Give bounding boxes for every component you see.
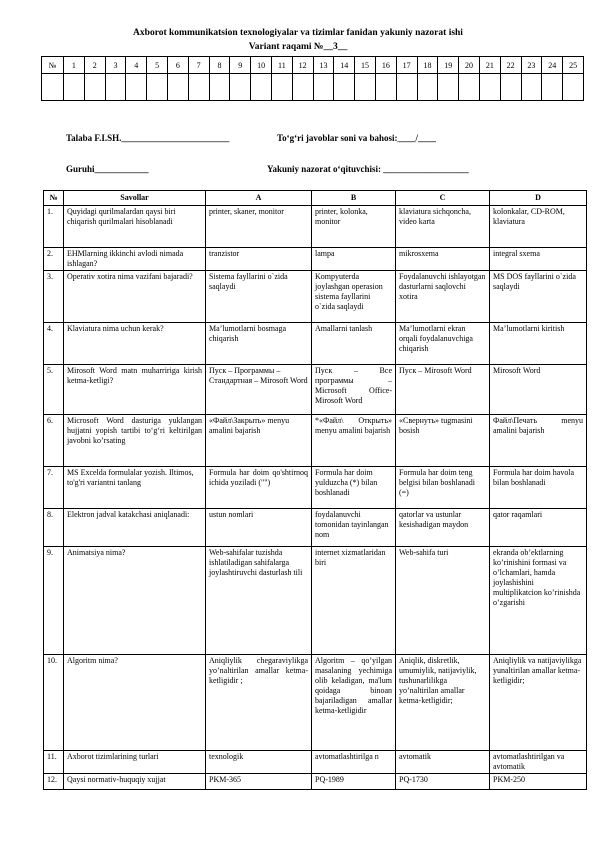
header-number: №: [44, 191, 64, 206]
question-number: 9.: [44, 547, 64, 655]
option-b: foydalanuvchi tomonidan tayinlangan nom: [312, 509, 396, 547]
option-d: Файл\Печать menyu amalini bajarish: [490, 415, 587, 467]
answer-grid-no-label: №: [42, 57, 64, 74]
option-a: printer, skaner, monitor: [206, 206, 312, 248]
table-row: [44, 467, 587, 509]
answer-cell[interactable]: [521, 74, 542, 101]
table-row: [44, 547, 587, 655]
question-number: 10.: [44, 655, 64, 751]
option-d: Ma’lumotlarni kiritish: [490, 323, 587, 365]
answer-grid-number: 18: [417, 57, 438, 74]
answer-cell[interactable]: [84, 74, 105, 101]
question-text: Algoritm nima?: [64, 655, 206, 751]
answer-grid-number: 12: [292, 57, 313, 74]
question-number: 6.: [44, 415, 64, 467]
answer-cell[interactable]: [479, 74, 500, 101]
option-a: Ma’lumotlarni bosmaga chiqarish: [206, 323, 312, 365]
option-d: avtomatlashtirilgan va avtomatik: [490, 751, 587, 774]
table-row: [44, 751, 587, 774]
option-d: qator raqamlari: [490, 509, 587, 547]
answer-grid-number: 17: [396, 57, 417, 74]
answer-cell[interactable]: [334, 74, 355, 101]
option-d: Mirosoft Word: [490, 365, 587, 415]
answer-grid-number: 10: [251, 57, 272, 74]
question-text: Axborot tizimlarining turlari: [64, 751, 206, 774]
option-b: PQ-1989: [312, 774, 396, 790]
option-b: Amallarni tanlash: [312, 323, 396, 365]
answer-grid-number: 19: [438, 57, 459, 74]
answer-grid-number: 6: [167, 57, 188, 74]
answer-cell[interactable]: [355, 74, 376, 101]
question-number: 3.: [44, 271, 64, 323]
answer-cell[interactable]: [126, 74, 147, 101]
answer-grid-number: 23: [521, 57, 542, 74]
option-d: Aniqliylik va natijaviylikga yunaltirilan amallar ketma-ketligidir;: [490, 655, 587, 751]
answer-grid-number: 15: [355, 57, 376, 74]
table-row: [44, 415, 587, 467]
option-c: «Свернуть» tugmasini bosish: [396, 415, 490, 467]
table-row: [44, 323, 587, 365]
option-a: Web-sahifalar tuzishda ishlatiladigan sahifalarga joylashtiruvchi dasturlash tili: [206, 547, 312, 655]
question-text: MS Excelda formulalar yozish. Iltimos, to'g'ri variantni tanlang: [64, 467, 206, 509]
question-text: Operativ xotira nima vazifani bajaradi?: [64, 271, 206, 323]
question-text: Elektron jadval katakchasi aniqlanadi:: [64, 509, 206, 547]
question-text: Microsoft Word dasturiga yuklangan hujjatni yopish tartibi to‘g‘ri keltirilgan javobni ko’rsating: [64, 415, 206, 467]
answer-cell[interactable]: [459, 74, 480, 101]
table-row: [44, 206, 587, 248]
answer-cell[interactable]: [375, 74, 396, 101]
answer-grid-number: 2: [84, 57, 105, 74]
answer-grid-number: 16: [375, 57, 396, 74]
question-text: Mirosoft Word matn muharririga kirish ketma-ketligi?: [64, 365, 206, 415]
question-number: 12.: [44, 774, 64, 790]
option-c: Aniqlik, diskretlik, umumiylik, natijaviylik, tushunarlilikga yo’naltirilan amallar ketma-ketligidir;: [396, 655, 490, 751]
answer-cell[interactable]: [313, 74, 334, 101]
option-c: qatorlar va ustunlar kesishadigan maydon: [396, 509, 490, 547]
answer-grid-number: 21: [479, 57, 500, 74]
option-c: Formula har doim teng belgisi bilan boshlanadi (=): [396, 467, 490, 509]
answer-grid-number: 3: [105, 57, 126, 74]
question-number: 1.: [44, 206, 64, 248]
question-text: Klaviatura nima uchun kerak?: [64, 323, 206, 365]
table-row: [44, 509, 587, 547]
table-row: [44, 271, 587, 323]
option-d: integral sxema: [490, 248, 587, 271]
answer-cell[interactable]: [167, 74, 188, 101]
option-c: Web-sahifa turi: [396, 547, 490, 655]
answer-grid-number: 20: [459, 57, 480, 74]
option-c: PQ-1730: [396, 774, 490, 790]
option-d: ekranda ob’ektlarning ko’rinishini formasi va o’lchamlari, hamda joylashishini multiplikatcion ko’rinishda o’zgarishi: [490, 547, 587, 655]
header-option-b: B: [312, 191, 396, 206]
answer-grid-number: 14: [334, 57, 355, 74]
option-b: Kompyuterda joylashgan operasion sistema fayllarini o`zida saqlaydi: [312, 271, 396, 323]
option-b: Пуск – Все программы – Microsoft Office-Mirosoft Word: [312, 365, 396, 415]
header-option-c: C: [396, 191, 490, 206]
option-b: printer, kolonka, monitor: [312, 206, 396, 248]
question-number: 11.: [44, 751, 64, 774]
answer-grid-number: 7: [188, 57, 209, 74]
variant-number: Variant raqami №__3__: [248, 42, 348, 52]
option-b: lampa: [312, 248, 396, 271]
question-text: Quyidagi qurilmalardan qaysi biri chiqarish qurilmalari hisoblanadi: [64, 206, 206, 248]
answer-grid-number: 4: [126, 57, 147, 74]
answer-cell[interactable]: [251, 74, 272, 101]
option-a: texnologik: [206, 751, 312, 774]
answer-cell[interactable]: [42, 74, 64, 101]
answer-grid-number: 22: [500, 57, 521, 74]
option-d: PKM-250: [490, 774, 587, 790]
document-title: Axborot kommunikatsion texnologiyalar va tizimlar fanidan yakuniy nazorat ishi: [133, 28, 463, 38]
questions-table: [43, 190, 587, 790]
answer-cell[interactable]: [64, 74, 85, 101]
table-header-row: [44, 191, 587, 206]
option-b: Algoritm – qo’yilgan masalaning yechimiga olib keladigan, ma'lum qoidaga binoan bajariladigan amallar ketma-ketligidir: [312, 655, 396, 751]
answer-cell[interactable]: [271, 74, 292, 101]
answer-cell[interactable]: [230, 74, 251, 101]
answer-grid-number: 9: [230, 57, 251, 74]
answer-cell[interactable]: [188, 74, 209, 101]
option-a: Sistema fayllarini o`zida saqlaydi: [206, 271, 312, 323]
answer-cell[interactable]: [396, 74, 417, 101]
answer-grid-number: 5: [147, 57, 168, 74]
answer-cell[interactable]: [438, 74, 459, 101]
answer-cell[interactable]: [563, 74, 584, 101]
option-a: ustun nomlari: [206, 509, 312, 547]
group-field: Guruhi____________: [66, 164, 149, 174]
option-d: Formula har doim havola bilan boshlanadi: [490, 467, 587, 509]
option-a: «Файл\Закрыть» menyu amalini bajarish: [206, 415, 312, 467]
option-d: kolonkalar, CD-ROM, klaviatura: [490, 206, 587, 248]
question-number: 7.: [44, 467, 64, 509]
option-a: PKM-365: [206, 774, 312, 790]
option-b: internet xizmatlaridan biri: [312, 547, 396, 655]
answer-grid: [41, 56, 584, 101]
question-number: 4.: [44, 323, 64, 365]
question-text: Animatsiya nima?: [64, 547, 206, 655]
answer-cell[interactable]: [105, 74, 126, 101]
option-c: mikrosxema: [396, 248, 490, 271]
answer-cell[interactable]: [500, 74, 521, 101]
question-number: 5.: [44, 365, 64, 415]
question-text: EHMlarning ikkinchi avlodi nimada ishlagan?: [64, 248, 206, 271]
table-row: [44, 655, 587, 751]
answer-cell[interactable]: [292, 74, 313, 101]
option-d: MS DOS fayllarini o`zida saqlaydi: [490, 271, 587, 323]
answer-grid-number: 13: [313, 57, 334, 74]
option-b: Formula har doim yulduzcha (*) bilan boshlanadi: [312, 467, 396, 509]
answer-grid-number: 25: [563, 57, 584, 74]
answer-grid-number: 1: [64, 57, 85, 74]
option-b: avtomatlashtirilga n: [312, 751, 396, 774]
table-row: [44, 774, 587, 790]
table-row: [44, 248, 587, 271]
table-row: [44, 365, 587, 415]
option-c: Пуск – Mirosoft Word: [396, 365, 490, 415]
option-a: Пуск – Программы – Стандартная – Mirosoft Word: [206, 365, 312, 415]
header-option-a: A: [206, 191, 312, 206]
question-number: 2.: [44, 248, 64, 271]
teacher-field: Yakuniy nazorat o‘qituvchisi: ___________________: [267, 164, 469, 174]
student-name-field: Talaba F.I.SH.________________________: [66, 133, 230, 143]
answer-grid-number: 11: [271, 57, 292, 74]
answer-grid-number: 24: [542, 57, 563, 74]
question-text: Qaysi normativ-huquqiy xujjat: [64, 774, 206, 790]
option-c: klaviatura sichqoncha, video karta: [396, 206, 490, 248]
option-c: Foydalanuvchi ishlayotgan dasturlarni saqlovchi xotira: [396, 271, 490, 323]
answer-cell[interactable]: [417, 74, 438, 101]
answer-cell[interactable]: [209, 74, 230, 101]
option-b: *«Файл\ Открыть» menyu amalini bajarish: [312, 415, 396, 467]
answer-cell[interactable]: [542, 74, 563, 101]
option-c: Ma’lumotlarni ekran orqali foydalanuvchiga chiqarish: [396, 323, 490, 365]
question-number: 8.: [44, 509, 64, 547]
answer-grid-number: 8: [209, 57, 230, 74]
option-a: tranzistor: [206, 248, 312, 271]
option-c: avtomatik: [396, 751, 490, 774]
header-question: Savollar: [64, 191, 206, 206]
header-option-d: D: [490, 191, 587, 206]
option-a: Formula har doim qo'shtirnoq ichida yoziladi (""): [206, 467, 312, 509]
option-a: Aniqliylik chegaraviylikga yo’naltirilan amallar ketma-ketligidir ;: [206, 655, 312, 751]
correct-answers-field: To‘g‘ri javoblar soni va bahosi:____/____: [277, 133, 437, 143]
answer-cell[interactable]: [147, 74, 168, 101]
